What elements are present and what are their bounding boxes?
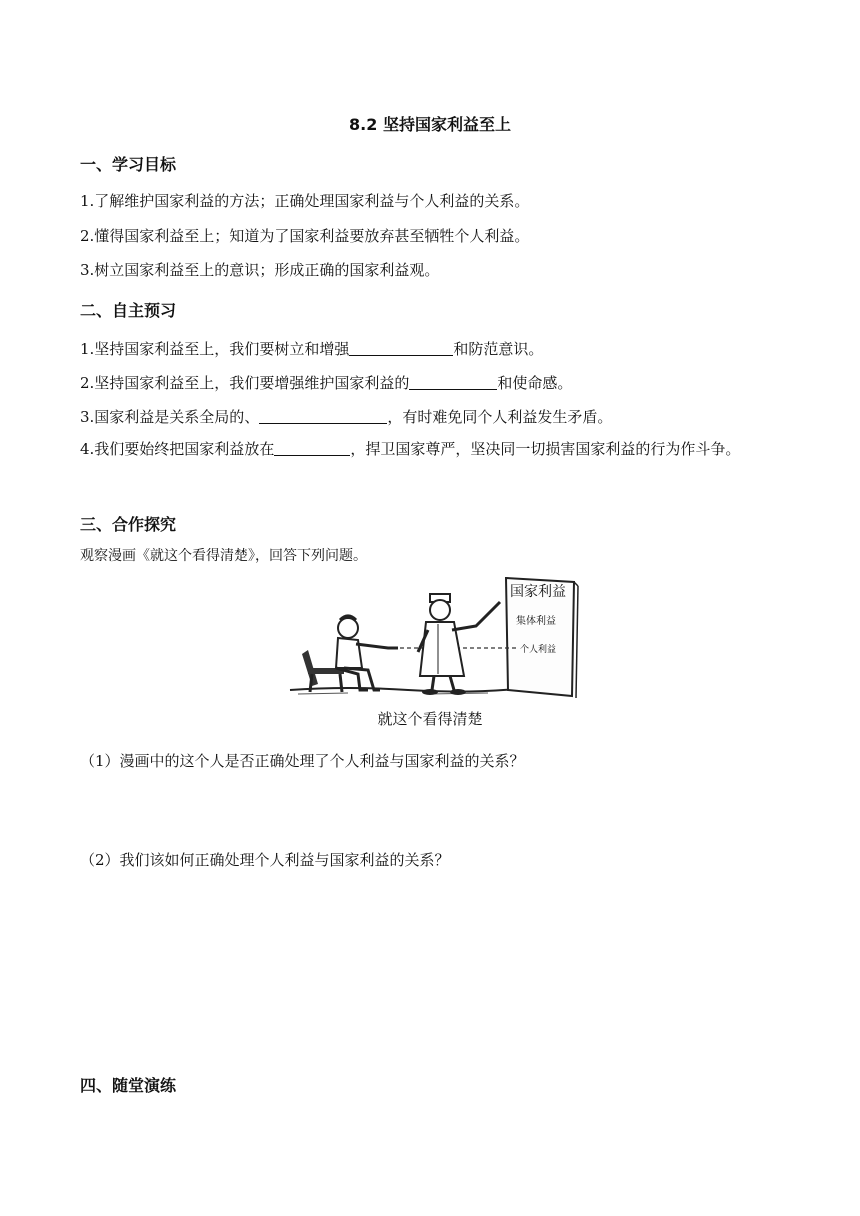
preview-text: 和使命感。 [497,374,573,392]
question-2: （2）我们该如何正确处理个人利益与国家利益的关系？ [80,851,450,869]
goal-item: 3.树立国家利益至上的意识；形成正确的国家利益观。 [80,261,440,279]
preview-text: 和防范意识。 [453,340,544,358]
preview-item-1 [80,338,543,359]
question-1: （1）漫画中的这个人是否正确处理了个人利益与国家利益的关系？ [80,752,525,770]
comic-caption: 就这个看得清楚 [377,710,483,728]
fill-blank[interactable] [409,374,497,390]
preview-item-2 [80,372,572,393]
fill-blank[interactable] [274,440,350,456]
page-title: 8.2 坚持国家利益至上 [349,115,511,134]
section-heading-preview: 二、自主预习 [80,301,177,320]
preview-item-4 [80,432,780,466]
preview-text: 1.坚持国家利益至上，我们要树立和增强 [80,340,350,358]
fill-blank[interactable] [349,340,453,356]
goal-item: 1.了解维护国家利益的方法；正确处理国家利益与个人利益的关系。 [80,192,530,210]
board-label-national: 国家利益 [510,584,566,600]
fill-blank[interactable] [259,408,387,424]
preview-item-3 [80,406,612,427]
section-heading-explore: 三、合作探究 [80,515,177,534]
preview-text: 2.坚持国家利益至上，我们要增强维护国家利益的 [80,374,410,392]
section-heading-goals: 一、学习目标 [80,155,177,174]
preview-text: ，有时难免同个人利益发生矛盾。 [387,408,613,426]
board-label-collective: 集体利益 [516,616,556,627]
preview-text: 4.我们要始终把国家利益放在 [80,440,275,458]
comic-illustration [288,572,584,700]
preview-text: ，捍卫国家尊严，坚决同一切损害国家利益的行为作斗争。 [350,440,741,458]
explore-intro: 观察漫画《就这个看得清楚》，回答下列问题。 [80,548,367,564]
goal-item: 2.懂得国家利益至上；知道为了国家利益要放弃甚至牺牲个人利益。 [80,227,530,245]
preview-text: 3.国家利益是关系全局的、 [80,408,260,426]
section-heading-practice: 四、随堂演练 [80,1076,177,1095]
board-label-personal: 个人利益 [520,645,557,655]
